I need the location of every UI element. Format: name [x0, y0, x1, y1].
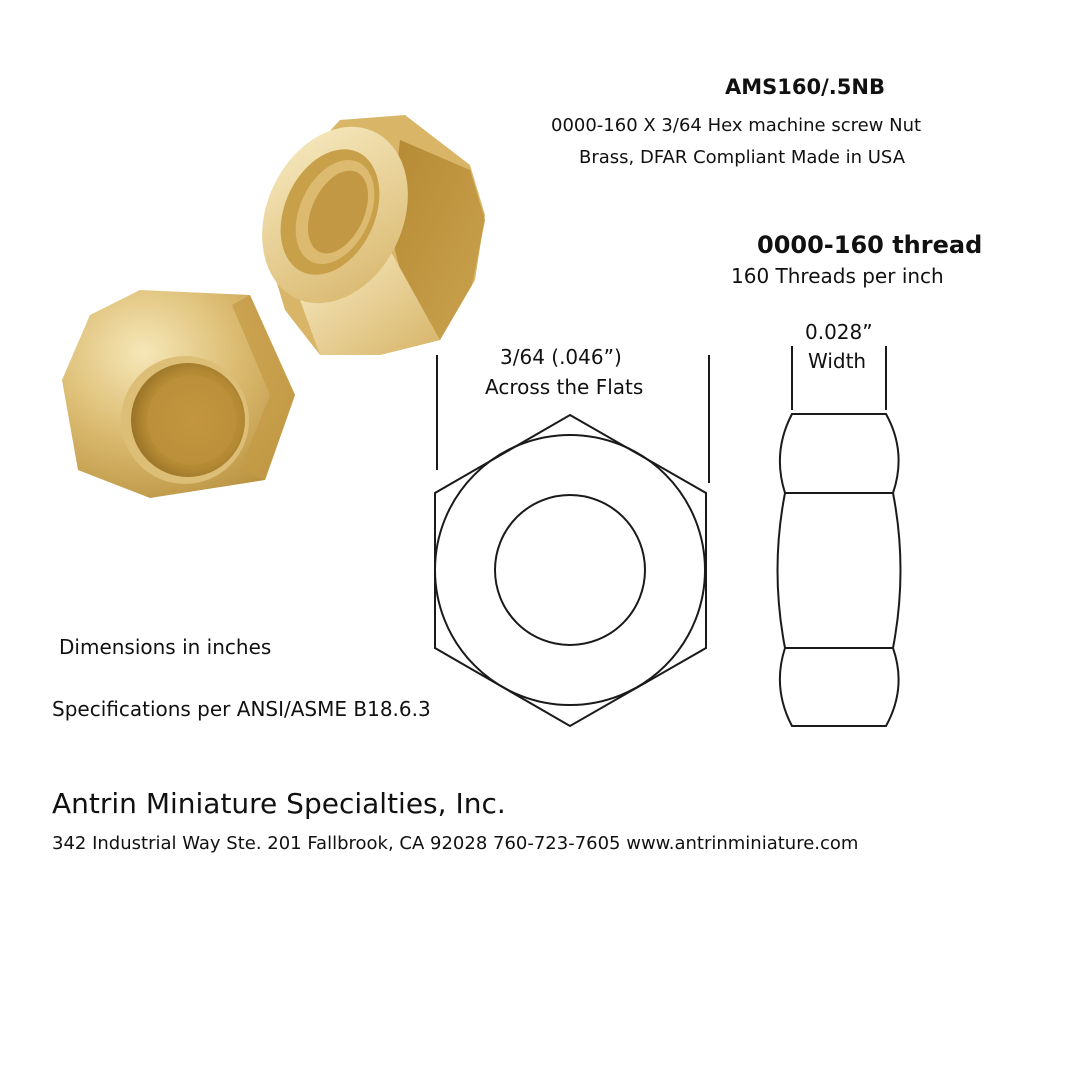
flats-dimension-value: 3/64 (.046”) — [500, 345, 622, 369]
nut-photo-upper — [234, 103, 485, 355]
material-compliance: Brass, DFAR Compliant Made in USA — [579, 147, 906, 168]
hex-outline — [435, 415, 706, 726]
side-outline — [778, 414, 901, 726]
width-dimension-label: Width — [808, 349, 867, 373]
product-description: 0000-160 X 3/64 Hex machine screw Nut — [551, 115, 922, 136]
part-number: AMS160/.5NB — [725, 75, 885, 99]
width-dimension-value: 0.028” — [805, 320, 873, 344]
company-address: 342 Industrial Way Ste. 201 Fallbrook, CA 92028 760-723-7605 www.antrinminiature.com — [52, 833, 859, 854]
front-view-drawing — [435, 355, 709, 726]
company-name: Antrin Miniature Specialties, Inc. — [52, 787, 506, 820]
dimensions-note: Dimensions in inches — [59, 635, 272, 659]
chamfer-circle — [435, 435, 705, 705]
nut-photo-lower — [62, 290, 295, 498]
flats-dimension-label: Across the Flats — [485, 375, 644, 399]
thread-title: 0000-160 thread — [757, 231, 983, 259]
thread-hole-circle — [495, 495, 645, 645]
specification-note: Specifications per ANSI/ASME B18.6.3 — [52, 697, 431, 721]
side-view-drawing — [778, 346, 901, 726]
thread-count: 160 Threads per inch — [731, 264, 944, 288]
